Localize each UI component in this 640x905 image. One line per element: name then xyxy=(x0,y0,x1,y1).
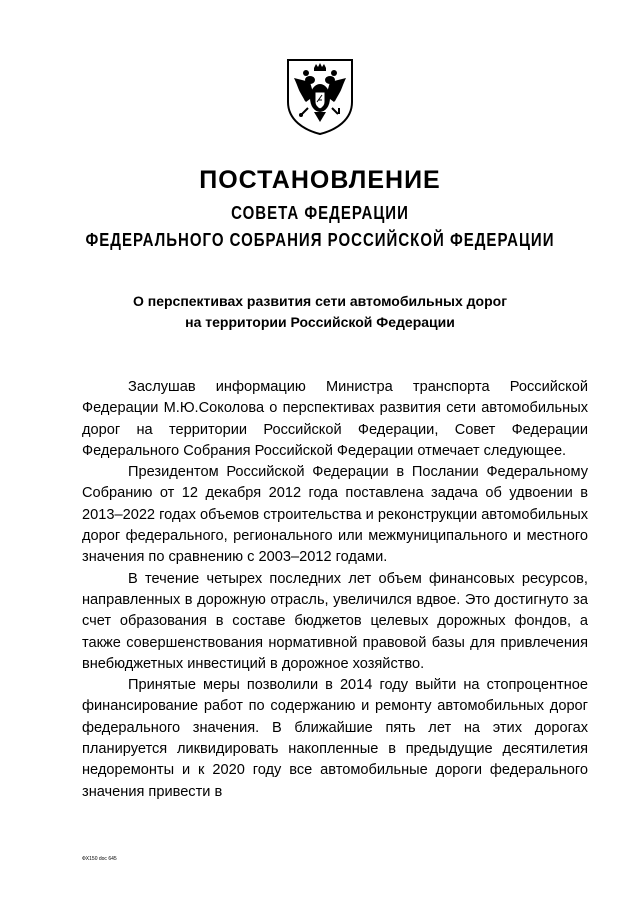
document-subject xyxy=(0,291,640,333)
paragraph-1: Заслушав информацию Министра транспорта Российской Федерации М.Ю.Соколова о перспективах развития сети автомобильных дорог на территории Российской Федерации, Совет Федерации Федерального Собрания Российской Федерации отмечает следующее. xyxy=(82,379,588,459)
paragraph-3: В течение четырех последних лет объем финансовых ресурсов, направленных в дорожную отрасль, увеличился вдвое. Это достигнуто за счет образования в составе бюджетов целевых дорожных фондов, а также совершенствования нормативной правовой базы для привлечения внебюджетных инвестиций в дорожное хозяйство. xyxy=(82,570,588,672)
coat-of-arms-icon xyxy=(284,56,356,136)
paragraph-2: Президентом Российской Федерации в Послании Федеральному Собранию от 12 декабря 2012 года поставлена задача об удвоении в 2013–2022 годах объемов строительства и реконструкции автомобильных дорог федерального, регионального или межмуниципального и местного значения по сравнению с 2003–2012 годами. xyxy=(82,464,588,566)
paragraph-4: Принятые меры позволили в 2014 году выйти на стопроцентное финансирование работ по содержанию и ремонту автомобильных дорог федерального значения. В ближайшие пять лет на этих дорогах планируется ликвидировать накопленные в предыдущие десятилетия недоремонты и к 2020 году все автомобильные дороги федерального значения привести в xyxy=(82,677,588,800)
issuer-line-1: СОВЕТА ФЕДЕРАЦИИ xyxy=(231,202,409,225)
issuer-line-2: ФЕДЕРАЛЬНОГО СОБРАНИЯ РОССИЙСКОЙ ФЕДЕРАЦИИ xyxy=(85,229,555,252)
subject-line-2: на территории Российской Федерации xyxy=(185,314,455,330)
subject-line-1: О перспективах развития сети автомобильных дорог xyxy=(132,293,508,309)
document-body xyxy=(82,377,588,803)
document-title: ПОСТАНОВЛЕНИЕ xyxy=(199,166,441,194)
footer-code: ФХ150 doc 645 xyxy=(82,856,117,862)
